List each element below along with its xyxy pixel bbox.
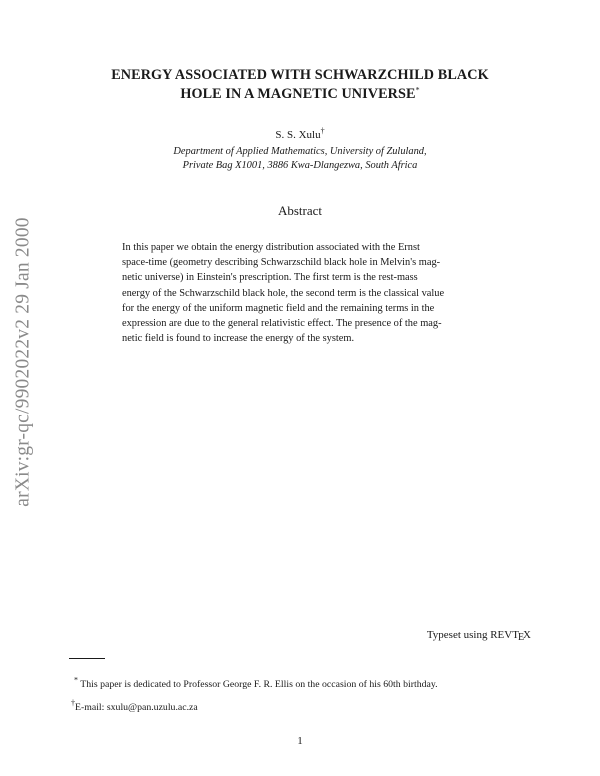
typeset-suffix: X bbox=[523, 629, 531, 641]
abstract-line: for the energy of the uniform magnetic field and the remaining terms in the bbox=[122, 302, 435, 314]
arxiv-identifier-stamp bbox=[6, 212, 42, 512]
affiliation-line-2: Private Bag X1001, 3886 Kwa-Dlangezwa, South Africa bbox=[182, 160, 418, 171]
page-number: 1 bbox=[297, 735, 303, 747]
footnote-email bbox=[71, 698, 198, 714]
abstract-body bbox=[122, 240, 482, 346]
author-affiliation bbox=[60, 145, 540, 173]
footnote-divider bbox=[69, 658, 105, 659]
abstract-line: In this paper we obtain the energy distribution associated with the Ernst bbox=[122, 242, 420, 253]
title-footnote-marker: * bbox=[415, 85, 420, 95]
title-line-1: ENERGY ASSOCIATED WITH SCHWARZCHILD BLACK bbox=[111, 67, 489, 83]
abstract-heading: Abstract bbox=[277, 203, 323, 218]
abstract-line: energy of the Schwarzschild black hole, the second term is the classical value bbox=[122, 287, 445, 299]
abstract-line: space-time (geometry describing Schwarzschild black hole in Melvin's mag- bbox=[122, 257, 441, 269]
paper-title bbox=[60, 66, 540, 104]
affiliation-line-1: Department of Applied Mathematics, University of Zululand, bbox=[173, 146, 427, 157]
footnote-2-text: E-mail: sxulu@pan.uzulu.ac.za bbox=[75, 702, 198, 713]
footnote-2-marker: † bbox=[71, 698, 75, 708]
footnote-1-marker: * bbox=[74, 675, 78, 685]
abstract-line: netic universe) in Einstein's prescription. The first term is the rest-mass bbox=[122, 272, 418, 284]
abstract-line: netic field is found to increase the energy of the system. bbox=[122, 333, 355, 345]
typeset-note bbox=[427, 628, 531, 643]
typeset-prefix: Typeset using REVT bbox=[426, 629, 519, 641]
title-line-2: HOLE IN A MAGNETIC UNIVERSE bbox=[180, 86, 416, 102]
footnote-dedication bbox=[74, 675, 438, 691]
author-footnote-marker: † bbox=[320, 126, 325, 136]
typeset-tex-e: E bbox=[517, 632, 525, 643]
author-name bbox=[60, 128, 540, 142]
author-name-text: S. S. Xulu bbox=[275, 129, 321, 141]
arxiv-identifier-text: arXiv:gr-qc/9902022v2 29 Jan 2000 bbox=[13, 217, 34, 507]
abstract-line: expression are due to the general relativistic effect. The presence of the mag- bbox=[122, 318, 442, 330]
footnote-1-text: This paper is dedicated to Professor George F. R. Ellis on the occasion of his 60th birthday. bbox=[78, 679, 438, 690]
